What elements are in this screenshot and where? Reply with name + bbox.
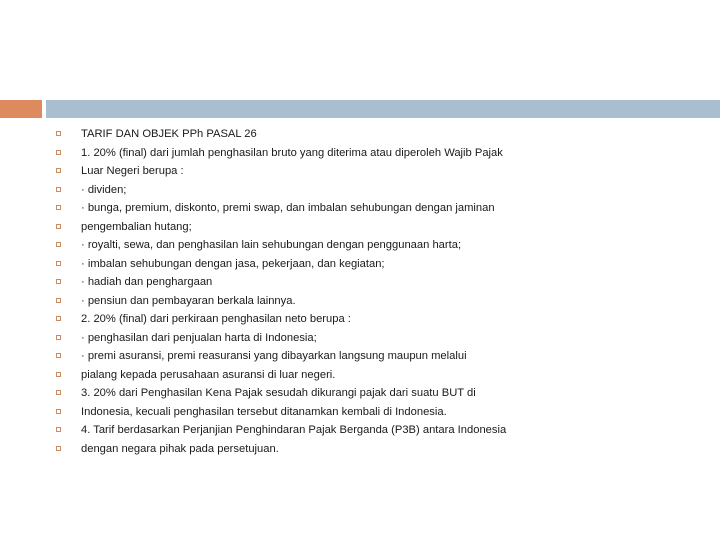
bullet-line	[0, 236, 720, 255]
bullet-line	[0, 255, 720, 274]
bullet-line	[0, 273, 720, 292]
bullet-text: · hadiah dan penghargaan	[81, 276, 213, 288]
square-bullet-icon	[56, 335, 61, 340]
bullet-line	[0, 366, 720, 385]
bullet-line	[0, 144, 720, 163]
bullet-line	[0, 292, 720, 311]
square-bullet-icon	[56, 298, 61, 303]
bullet-text: 1. 20% (final) dari jumlah penghasilan bruto yang diterima atau diperoleh Wajib Pajak	[81, 146, 503, 159]
square-bullet-icon	[56, 409, 61, 414]
bullet-line	[0, 199, 720, 218]
bullet-line	[0, 347, 720, 366]
bullet-text: · dividen;	[81, 183, 127, 196]
square-bullet-icon	[56, 372, 61, 377]
square-bullet-icon	[56, 150, 61, 155]
bullet-text: · premi asuransi, premi reasuransi yang dibayarkan langsung maupun melalui	[81, 350, 467, 362]
slide-header-bar	[0, 100, 720, 118]
square-bullet-icon	[56, 390, 61, 395]
square-bullet-icon	[56, 187, 61, 192]
bullet-line	[0, 384, 720, 403]
square-bullet-icon	[56, 353, 61, 358]
square-bullet-icon	[56, 224, 61, 229]
bullet-text: pengembalian hutang;	[81, 220, 192, 233]
bullet-text: · royalti, sewa, dan penghasilan lain sehubungan dengan penggunaan harta;	[81, 239, 462, 251]
square-bullet-icon	[56, 279, 61, 284]
bullet-line	[0, 329, 720, 348]
header-title-bar	[46, 100, 720, 118]
square-bullet-icon	[56, 205, 61, 210]
bullet-line	[0, 421, 720, 440]
bullet-text: · imbalan sehubungan dengan jasa, pekerjaan, dan kegiatan;	[81, 257, 385, 270]
header-accent-block	[0, 100, 42, 118]
bullet-line	[0, 403, 720, 422]
bullet-line	[0, 310, 720, 329]
bullet-text: 4. Tarif berdasarkan Perjanjian Penghindaran Pajak Berganda (P3B) antara Indonesia	[81, 424, 507, 436]
bullet-text: · penghasilan dari penjualan harta di Indonesia;	[81, 331, 317, 344]
square-bullet-icon	[56, 316, 61, 321]
square-bullet-icon	[56, 168, 61, 173]
square-bullet-icon	[56, 131, 61, 136]
bullet-text: 2. 20% (final) dari perkiraan penghasilan neto berupa :	[81, 313, 351, 325]
square-bullet-icon	[56, 261, 61, 266]
square-bullet-icon	[56, 446, 61, 451]
bullet-text: Luar Negeri berupa :	[81, 165, 184, 177]
slide-heading: TARIF DAN OBJEK PPh PASAL 26	[81, 128, 257, 140]
bullet-text: Indonesia, kecuali penghasilan tersebut ditanamkan kembali di Indonesia.	[81, 405, 447, 418]
bullet-line	[0, 181, 720, 200]
bullet-text: 3. 20% dari Penghasilan Kena Pajak sesudah dikurangi pajak dari suatu BUT di	[81, 387, 476, 399]
bullet-text: · bunga, premium, diskonto, premi swap, dan imbalan sehubungan dengan jaminan	[81, 202, 495, 214]
square-bullet-icon	[56, 242, 61, 247]
bullet-text: pialang kepada perusahaan asuransi di luar negeri.	[81, 368, 336, 381]
bullet-text: · pensiun dan pembayaran berkala lainnya.	[81, 294, 296, 307]
bullet-line	[0, 162, 720, 181]
bullet-line	[0, 440, 720, 459]
slide-content	[0, 125, 720, 458]
square-bullet-icon	[56, 427, 61, 432]
bullet-line	[0, 125, 720, 144]
bullet-line	[0, 218, 720, 237]
bullet-text: dengan negara pihak pada persetujuan.	[81, 442, 279, 455]
